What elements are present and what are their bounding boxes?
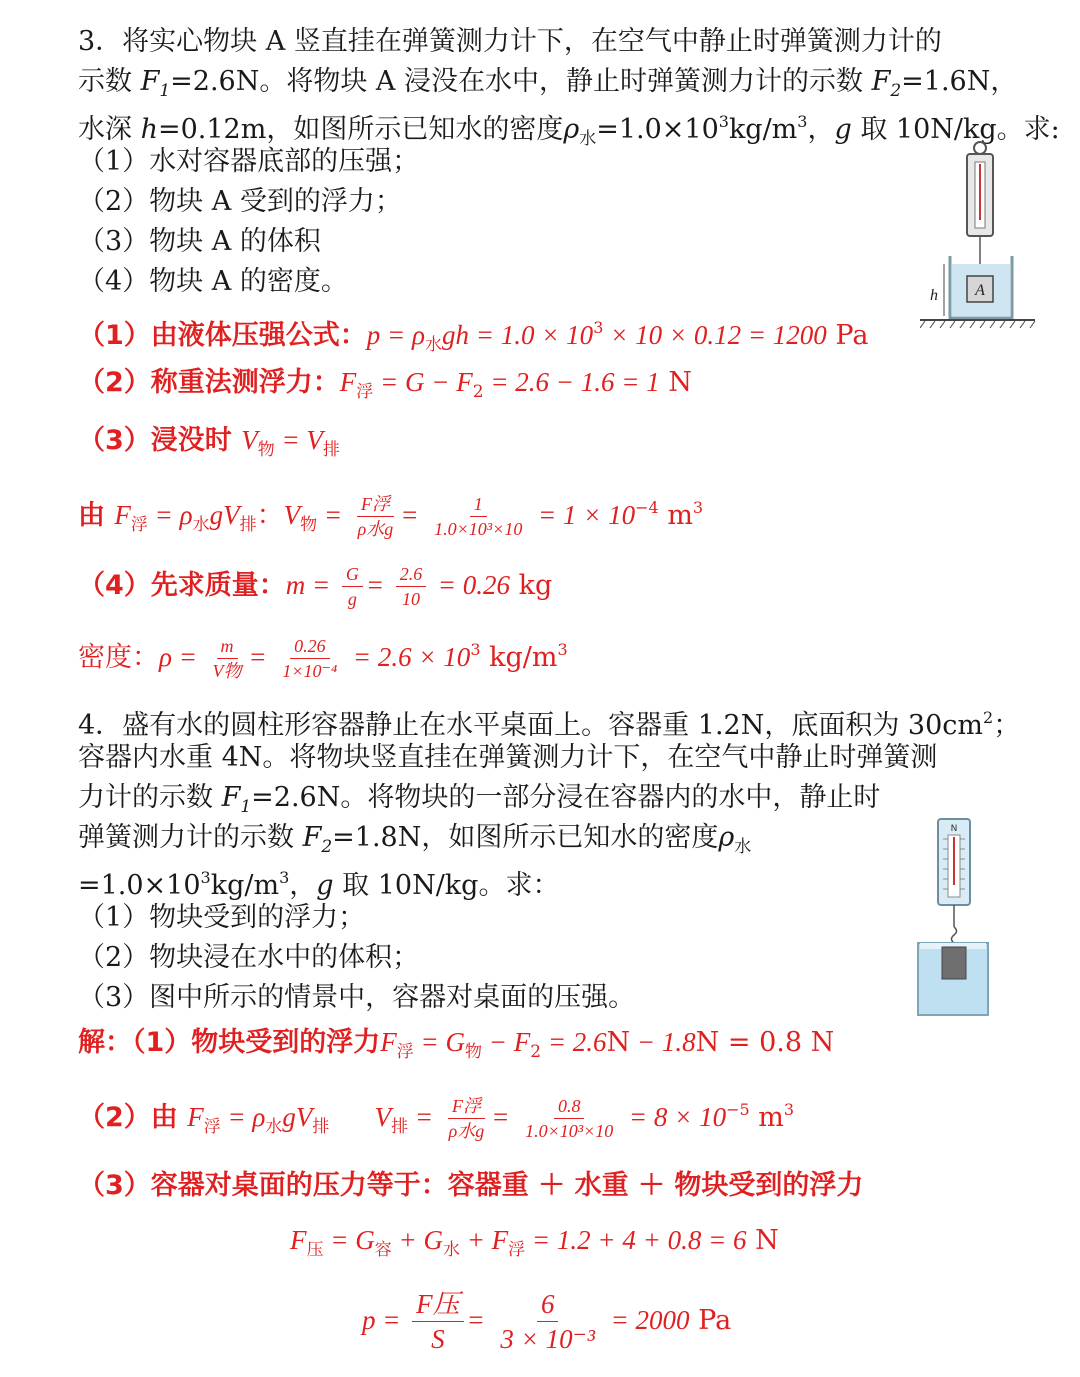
p4-fraction-1: $\frac{\text{F浮}}{\text{ρ水g}}$	[448, 1096, 485, 1141]
p4-question-2: （2）物块浸在水中的体积；	[78, 942, 420, 973]
p3-line-2: 示数 $F_1=2.6N$。将物块 A 浸没在水中，静止时弹簧测力计的示数 $F_2=1.6N$，	[78, 66, 1018, 101]
p3-answer-3b: 由 $F_浮 = \rho_水gV_排$：$V_物$ = $\frac{\text{F浮}}{\text{ρ水g}}$ = $\frac{1}{\text{1.0×10³×10}}$ = $1 \times 10^{-4}$ $m^3$	[78, 494, 704, 539]
p4-question-1: （1）物块受到的浮力；	[78, 902, 366, 933]
p4-answer-3: （3）容器对桌面的压力等于：容器重 ＋ 水重 ＋ 物块受到的浮力	[78, 1170, 864, 1201]
p4-line-5: $=1.0\times 10^3kg/m^3$，g 取 10N/kg。求：	[78, 868, 560, 901]
p3-fraction-1: $\frac{\text{F浮}}{\text{ρ水g}}$	[357, 494, 394, 539]
p4-figure	[912, 815, 992, 1020]
p4-line-2: 容器内水重 4N。将物块竖直挂在弹簧测力计下，在空气中静止时弹簧测	[78, 742, 938, 773]
p4-line-1: 4．盛有水的圆柱形容器静止在水平桌面上。容器重 1.2N，底面积为 $30cm^2$；	[78, 708, 1021, 741]
p3-question-4: （4）物块 A 的密度。	[78, 266, 348, 297]
p4-line-4: 弹簧测力计的示数 $F_2=1.8N$，如图所示已知水的密度$\rho_水$	[78, 822, 752, 857]
p3-answer-3: （3）浸没时 $V_物 = V_排$	[78, 425, 340, 460]
p3-answer-2: （2）称重法测浮力：$F_浮 = G - F_2 = 2.6 - 1.6 = 1$ N	[78, 367, 692, 402]
p4-scale-label: N	[950, 824, 958, 834]
p3-question-1: （1）水对容器底部的压强；	[78, 146, 420, 177]
p3-figure	[920, 140, 1040, 340]
p4-fraction-4: $\frac{6}{\text{3 × 10⁻³}}$	[500, 1289, 595, 1354]
p3-fraction-2: $\frac{1}{\text{1.0×10³×10}}$	[434, 494, 523, 539]
p3-question-3: （3）物块 A 的体积	[78, 226, 321, 257]
p3-fraction-5: $\frac{m}{\text{V物}}$	[212, 636, 242, 681]
p4-fraction-2: $\frac{0.8}{\text{1.0×10³×10}}$	[525, 1096, 614, 1141]
p4-answer-1: 解：（1）物块受到的浮力$F_浮 = G_物 - F_2 = 2.6N - 1.8N = 0.8$ N	[78, 1027, 835, 1062]
p3-answer-4: （4）先求质量：m = $\frac{G}{g}$ = $\frac{2.6}{10}$ = 0.26 kg	[78, 564, 553, 609]
p3-answer-1: （1）由液体压强公式：$p = \rho_水gh = 1.0 \times 10^3 \times 10 \times 0.12 = 1200$ Pa	[78, 318, 869, 355]
p4-line-3: 力计的示数 $F_1=2.6N$。将物块的一部分浸在容器内的水中，静止时	[78, 782, 881, 817]
p4-answer-3-pressure: p = $\frac{\text{F压}}{S}$ = $\frac{6}{\text{3 × 10⁻³}}$ = 2000 Pa	[362, 1289, 732, 1354]
p4-answer-2: （2）由 $F_浮 = \rho_水gV_排$ $V_排$ = $\frac{\text{F浮}}{\text{ρ水g}}$ = $\frac{0.8}{\text{1.0×10³×10}}$ = $8 \times 10^{-5}$ $m^3$	[78, 1096, 795, 1141]
p3-question-2: （2）物块 A 受到的浮力；	[78, 186, 402, 217]
p4-fraction-3: $\frac{\text{F压}}{S}$	[412, 1287, 464, 1356]
p4-question-3: （3）图中所示的情景中，容器对桌面的压强。	[78, 982, 636, 1013]
p3-fraction-3: $\frac{G}{g}$	[342, 562, 363, 611]
p3-fraction-6: $\frac{0.26}{\text{1×10⁻⁴}}$	[282, 636, 338, 681]
p4-answer-3-force: $F_压 = G_容 + G_水 + F_浮 = 1.2 + 4 + 0.8 = 6$ N	[290, 1225, 779, 1260]
p3-line-1: 3．将实心物块 A 竖直挂在弹簧测力计下，在空气中静止时弹簧测力计的	[78, 26, 942, 57]
p3-answer-5: 密度：ρ = $\frac{m}{\text{V物}}$ = $\frac{0.26}{\text{1×10⁻⁴}}$ = $2.6 \times 10^3$ $kg/m^3$	[78, 636, 568, 681]
p3-line-3: 水深 h=0.12m，如图所示已知水的密度$\rho_水=1.0\times 10^3kg/m^3$，g 取 10N/kg。求:	[78, 112, 1060, 149]
p3-figure-label-h: h	[930, 287, 938, 304]
p3-fraction-4: $\frac{2.6}{10}$	[396, 562, 427, 611]
p3-figure-label-a: A	[975, 282, 985, 299]
